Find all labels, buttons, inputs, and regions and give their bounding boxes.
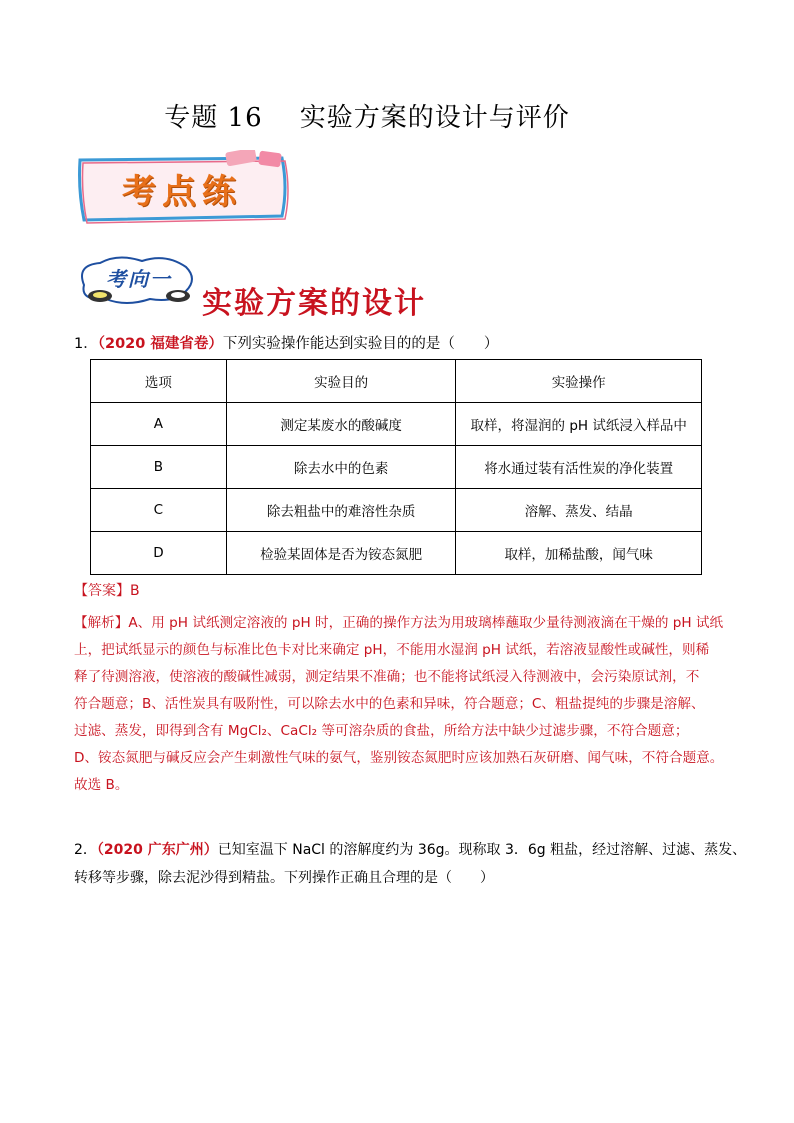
analysis-line: D、铵态氮肥与碱反应会产生刺激性气味的氨气，鉴别铵态氮肥时应该加熟石灰研磨、闻气味，不符合题意。 xyxy=(74,750,724,766)
table-row xyxy=(91,489,702,532)
kaodianlian-label: 考点练 xyxy=(122,172,242,212)
table-cell: C xyxy=(91,489,227,532)
kaodianlian-badge xyxy=(76,150,290,224)
table-header-cell: 选项 xyxy=(91,360,227,403)
experiment-table xyxy=(90,359,702,575)
kaoxiang-label: 考向一 xyxy=(106,267,172,291)
question-1-number: 1． xyxy=(74,336,98,352)
question-1-stem: 下列实验操作能达到实验目的的是（ ） xyxy=(222,336,499,352)
table-cell: B xyxy=(91,446,227,489)
analysis-line: 符合题意；B、活性炭具有吸附性，可以除去水中的色素和异味，符合题意；C、粗盐提纯的步骤是溶解、 xyxy=(74,696,705,712)
table-cell: 溶解、蒸发、结晶 xyxy=(456,489,702,532)
table-row xyxy=(91,403,702,446)
section-heading: 实验方案的设计 xyxy=(202,286,426,321)
table-cell: 测定某废水的酸碱度 xyxy=(226,403,456,446)
table-cell: 取样，将湿润的 pH 试纸浸入样品中 xyxy=(456,403,702,446)
kaoxiang-badge xyxy=(70,255,200,310)
analysis-line: 释了待测溶液，使溶液的酸碱性减弱，测定结果不准确；也不能将试纸浸入待测液中，会污染原试剂，不 xyxy=(74,669,700,685)
analysis-line: 故选 B。 xyxy=(74,777,129,793)
table-header-cell: 实验目的 xyxy=(226,360,456,403)
table-cell: 取样，加稀盐酸，闻气味 xyxy=(456,532,702,575)
analysis xyxy=(74,610,724,799)
table-cell: 将水通过装有活性炭的净化装置 xyxy=(456,446,702,489)
table-row xyxy=(91,446,702,489)
question-2 xyxy=(74,836,747,892)
question-2-source: （2020 广东广州） xyxy=(96,842,218,858)
table-cell: 检验某固体是否为铵态氮肥 xyxy=(226,532,456,575)
answer: 【答案】B xyxy=(74,583,140,599)
question-2-line: 转移等步骤，除去泥沙得到精盐。下列操作正确且合理的是（ ） xyxy=(74,870,494,886)
question-2-number: 2． xyxy=(74,842,97,858)
table-cell: 除去水中的色素 xyxy=(226,446,456,489)
table-header-row xyxy=(91,360,702,403)
analysis-line: 过滤、蒸发，即得到含有 MgCl₂、CaCl₂ 等可溶杂质的食盐，所给方法中缺少过滤步骤，不符合题意； xyxy=(74,723,689,739)
question-1-source: （2020 福建省卷） xyxy=(97,336,223,352)
table-header-cell: 实验操作 xyxy=(456,360,702,403)
question-2-line xyxy=(74,836,747,864)
document-title: 专题 16 实验方案的设计与评价 xyxy=(164,103,570,133)
table-cell: 除去粗盐中的难溶性杂质 xyxy=(226,489,456,532)
question-2-text: 已知室温下 NaCl 的溶解度约为 36g。现称取 3．6g 粗盐，经过溶解、过滤、蒸发、 xyxy=(217,842,747,858)
table-cell: A xyxy=(91,403,227,446)
analysis-line: 上，把试纸显示的颜色与标准比色卡对比来确定 pH，不能用水湿润 pH 试纸，若溶液显酸性或碱性，则稀 xyxy=(74,642,710,658)
question-1 xyxy=(74,334,498,354)
analysis-line: 【解析】A、用 pH 试纸测定溶液的 pH 时，正确的操作方法为用玻璃棒蘸取少量待测液滴在干燥的 pH 试纸 xyxy=(74,615,724,631)
table-row xyxy=(91,532,702,575)
table-cell: D xyxy=(91,532,227,575)
